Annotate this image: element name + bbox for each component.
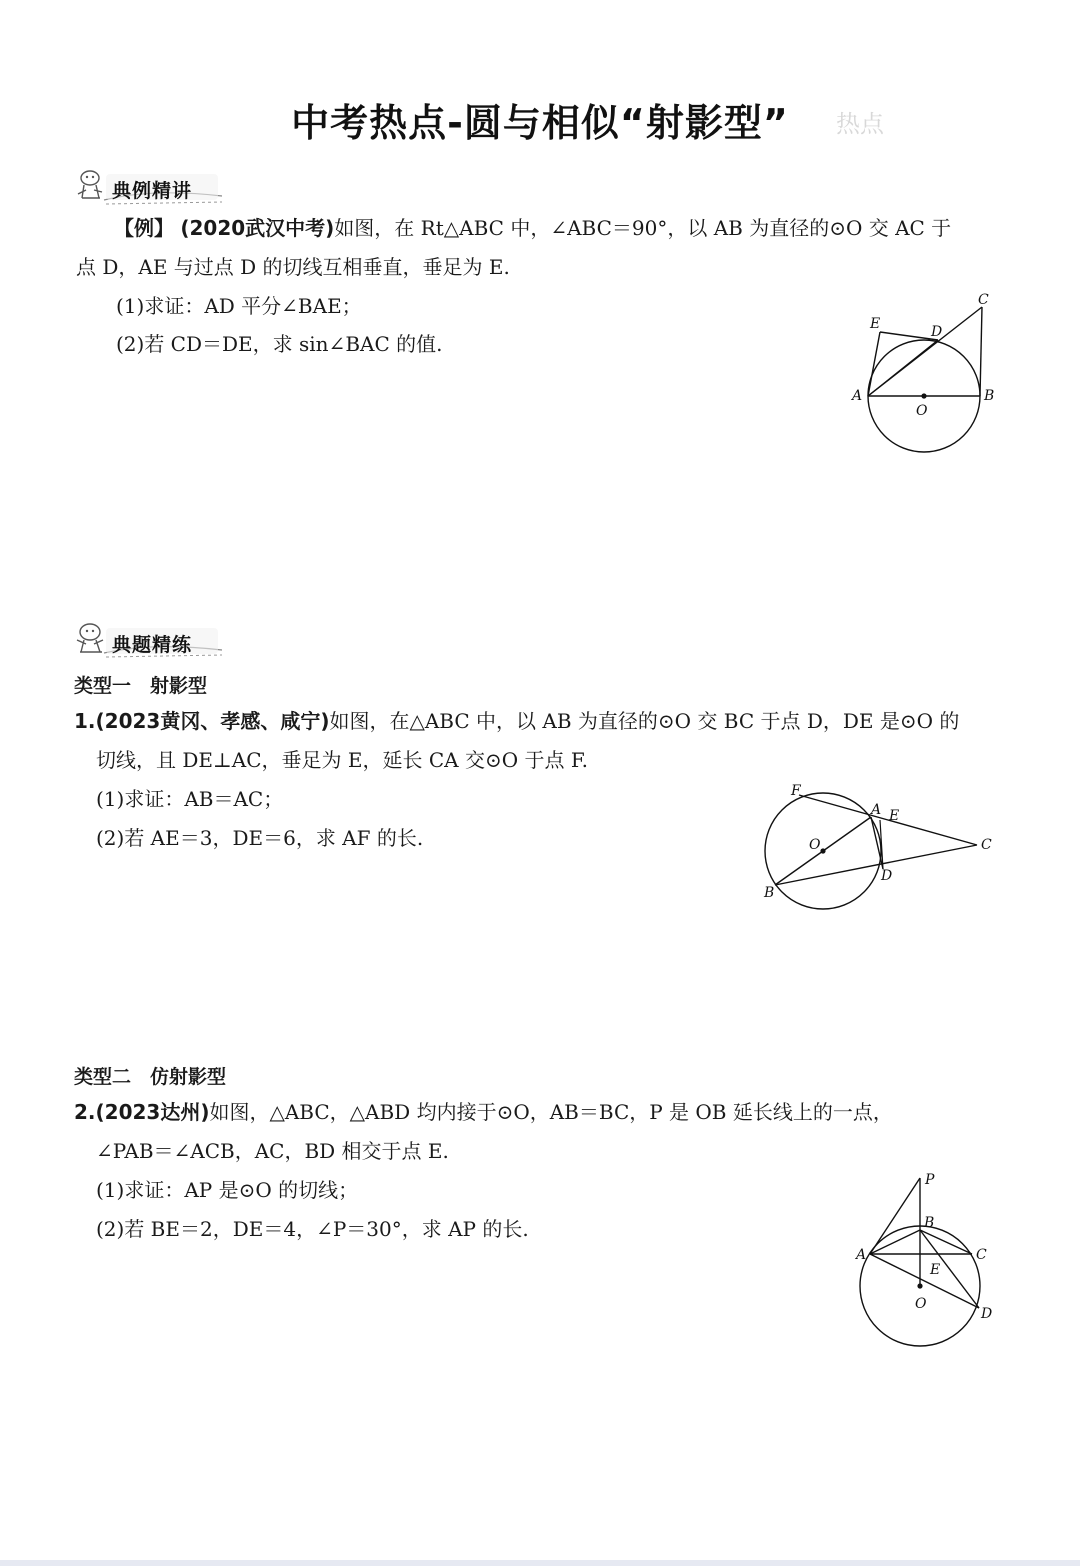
- example-figure: [840, 285, 1010, 460]
- section-badge-practice: [72, 620, 232, 664]
- label-D: D: [931, 324, 943, 340]
- label-C: C: [981, 837, 992, 853]
- label-B: B: [764, 885, 775, 901]
- problem1-question-2: (2)若 AE＝3，DE＝6，求 AF 的长.: [96, 826, 424, 850]
- label-C: C: [978, 292, 989, 308]
- problem1-line-1: [74, 707, 959, 735]
- problem1-text-1: 如图，在△ABC 中，以 AB 为直径的⊙O 交 BC 于点 D，DE 是⊙O 的: [329, 709, 960, 733]
- problem1-line-2: 切线，且 DE⊥AC，垂足为 E，延长 CA 交⊙O 于点 F.: [96, 748, 588, 772]
- label-E: E: [889, 808, 900, 824]
- label-E: E: [870, 316, 881, 332]
- label-O: O: [915, 1296, 927, 1312]
- label-E: E: [930, 1262, 941, 1278]
- problem2-line-1: [74, 1098, 893, 1126]
- label-B: B: [924, 1215, 935, 1231]
- problem1-figure: [755, 780, 1005, 920]
- problem2-figure: [845, 1168, 1005, 1363]
- example-text-1: 如图，在 Rt△ABC 中，∠ABC＝90°，以 AB 为直径的⊙O 交 AC 于: [334, 216, 952, 240]
- page-bottom-edge: [0, 1560, 1080, 1566]
- label-D: D: [881, 868, 893, 884]
- example-question-2: (2)若 CD＝DE，求 sin∠BAC 的值.: [116, 332, 443, 356]
- label-B: B: [984, 388, 995, 404]
- problem2-line-2: ∠PAB＝∠ACB，AC，BD 相交于点 E.: [96, 1139, 449, 1163]
- label-P: P: [925, 1172, 935, 1188]
- example-question-1: (1)求证：AD 平分∠BAE；: [116, 294, 362, 318]
- example-source: (2020武汉中考): [180, 216, 335, 240]
- problem1-number: 1.: [74, 709, 96, 733]
- example-tag: 【例】: [114, 216, 174, 240]
- label-O: O: [916, 403, 928, 419]
- page-title: 中考热点-圆与相似“射影型”: [291, 101, 789, 145]
- example-line-1: [114, 214, 951, 242]
- problem2-number: 2.: [74, 1100, 96, 1124]
- label-A: A: [856, 1247, 867, 1263]
- problem2-text-1: 如图，△ABC，△ABD 均内接于⊙O，AB＝BC，P 是 OB 延长线上的一点，: [209, 1100, 893, 1124]
- section-label: 典题精练: [112, 634, 193, 656]
- type2-heading: 类型二 仿射影型: [74, 1066, 227, 1088]
- example-line-2: 点 D，AE 与过点 D 的切线互相垂直，垂足为 E.: [76, 255, 510, 279]
- label-A: A: [852, 388, 863, 404]
- problem1-question-1: (1)求证：AB＝AC；: [96, 787, 284, 811]
- problem1-source: (2023黄冈、孝感、咸宁): [95, 709, 330, 733]
- label-D: D: [981, 1306, 993, 1322]
- problem2-question-1: (1)求证：AP 是⊙O 的切线；: [96, 1178, 359, 1202]
- label-C: C: [976, 1247, 987, 1263]
- bleed-through-text: 热点: [836, 110, 884, 138]
- problem2-source: (2023达州): [95, 1100, 210, 1124]
- label-F: F: [791, 783, 801, 799]
- section-label: 典例精讲: [112, 180, 193, 202]
- problem2-question-2: (2)若 BE＝2，DE＝4，∠P＝30°，求 AP 的长.: [96, 1217, 529, 1241]
- section-badge-examples: [72, 168, 232, 212]
- label-A: A: [871, 802, 882, 818]
- label-O: O: [809, 837, 821, 853]
- type1-heading: 类型一 射影型: [74, 675, 208, 697]
